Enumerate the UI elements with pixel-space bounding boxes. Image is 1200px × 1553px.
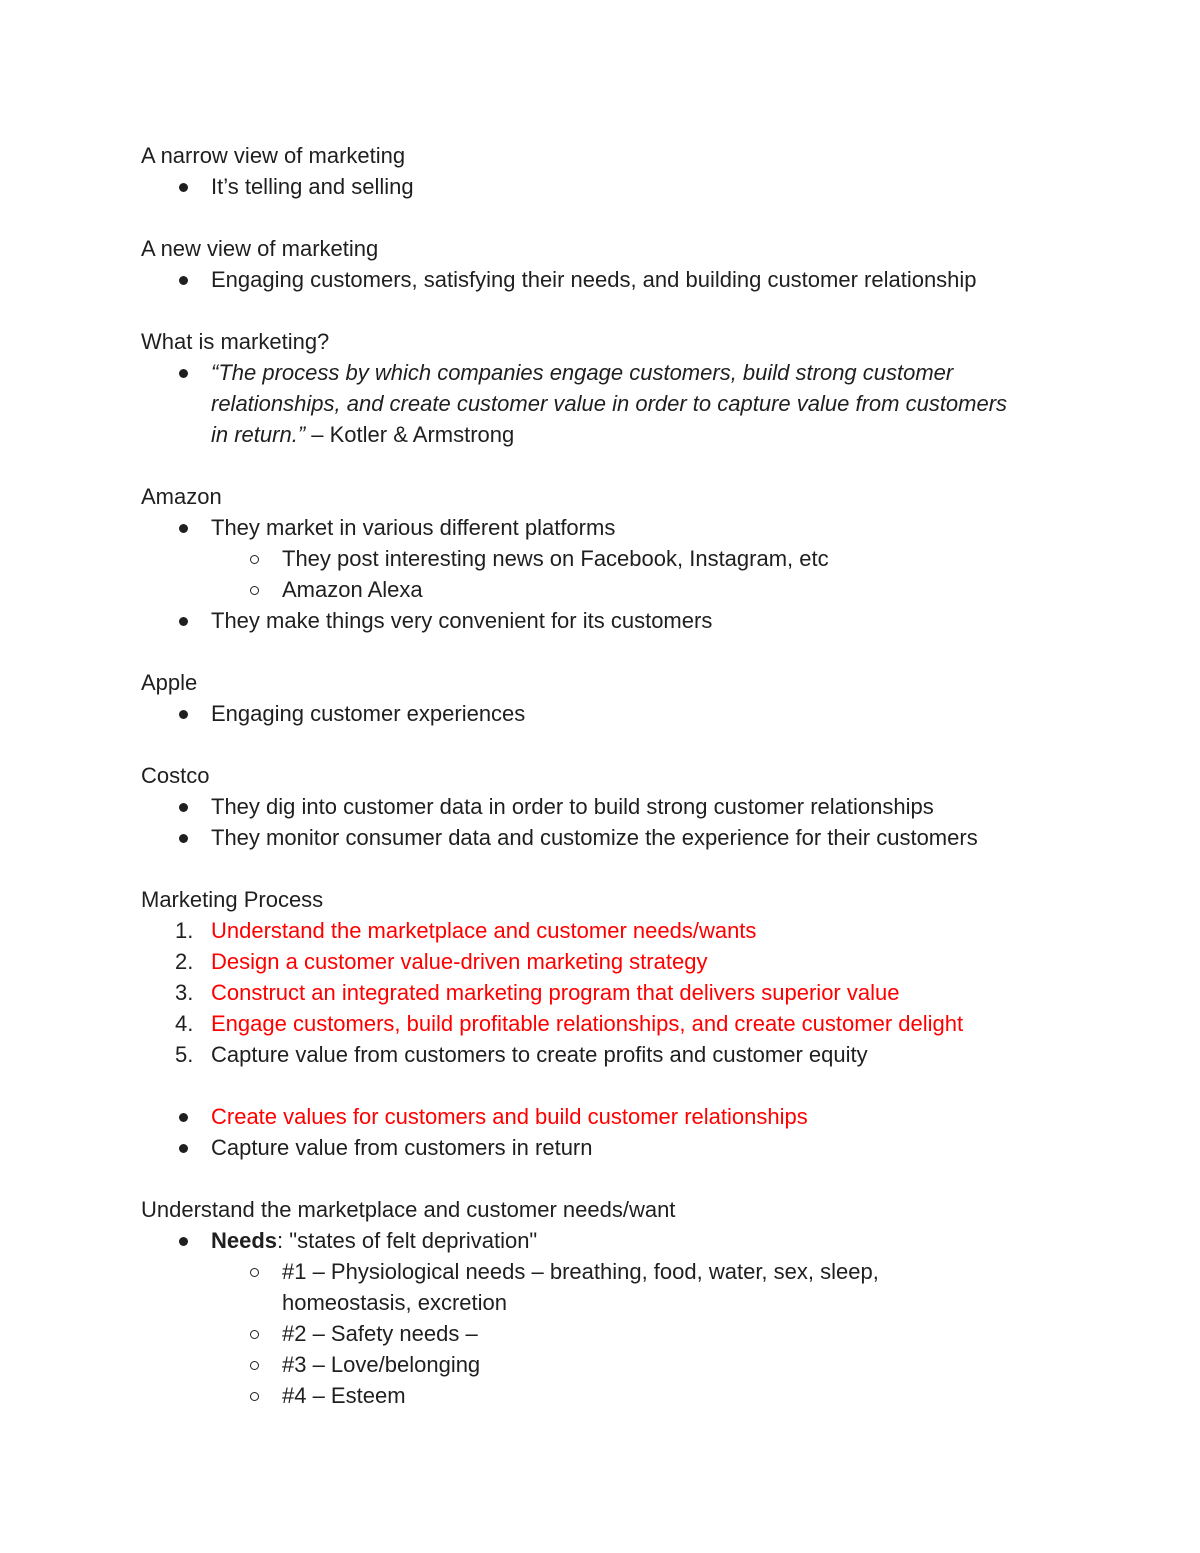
list-item bbox=[141, 171, 1101, 202]
sub-list-item bbox=[141, 574, 1101, 605]
sub-list-item bbox=[141, 1349, 1101, 1380]
list-item bbox=[141, 1132, 1101, 1163]
step-text: Design a customer value-driven marketing strategy bbox=[211, 949, 708, 974]
hollow-bullet-icon bbox=[250, 586, 259, 595]
hollow-bullet-icon bbox=[250, 555, 259, 564]
step-number: 4. bbox=[175, 1011, 194, 1036]
sub-list-item bbox=[141, 543, 1101, 574]
bullet-icon bbox=[179, 183, 188, 192]
list-item bbox=[141, 512, 1101, 605]
narrow-view-list bbox=[141, 171, 1101, 202]
bullet-icon bbox=[179, 803, 188, 812]
marketing-process-steps bbox=[141, 915, 1101, 1070]
heading-narrow-view: A narrow view of marketing bbox=[141, 143, 406, 168]
list-item-text: It’s telling and selling bbox=[211, 174, 414, 199]
definition-quote: “The process by which companies engage customers, build strong customer relationships, and create customer value in order to capture value from customers in return.” bbox=[211, 360, 1008, 447]
step-text: Capture value from customers to create profits and customer equity bbox=[211, 1042, 868, 1067]
bullet-icon bbox=[179, 710, 188, 719]
bullet-icon bbox=[179, 524, 188, 533]
list-item-text: They monitor consumer data and customize the experience for their customers bbox=[211, 825, 978, 850]
list-item bbox=[141, 357, 1101, 450]
bullet-icon bbox=[179, 834, 188, 843]
list-item bbox=[141, 1225, 1101, 1411]
step-number: 1. bbox=[175, 918, 194, 943]
apple-list bbox=[141, 698, 1101, 729]
sub-list-item-text: They post interesting news on Facebook, Instagram, etc bbox=[282, 546, 829, 571]
sub-list-item bbox=[141, 1380, 1101, 1411]
heading-apple: Apple bbox=[141, 670, 198, 695]
bullet-icon bbox=[179, 276, 188, 285]
heading-understand-marketplace: Understand the marketplace and customer needs/want bbox=[141, 1197, 676, 1222]
process-summary-list bbox=[141, 1101, 1101, 1163]
sub-list-item bbox=[141, 1318, 1101, 1349]
needs-definition: : "states of felt deprivation" bbox=[277, 1228, 538, 1253]
hollow-bullet-icon bbox=[250, 1268, 259, 1277]
list-item bbox=[141, 791, 1101, 822]
heading-amazon: Amazon bbox=[141, 484, 222, 509]
sub-list-item-text: #3 – Love/belonging bbox=[282, 1352, 481, 1377]
process-step bbox=[141, 915, 1101, 946]
process-step bbox=[141, 977, 1101, 1008]
needs-term: Needs bbox=[211, 1228, 278, 1253]
list-item-text: Engaging customer experiences bbox=[211, 701, 526, 726]
step-number: 3. bbox=[175, 980, 194, 1005]
definition-list bbox=[141, 357, 1101, 450]
list-item bbox=[141, 605, 1101, 636]
hollow-bullet-icon bbox=[250, 1361, 259, 1370]
step-text: Understand the marketplace and customer needs/wants bbox=[211, 918, 757, 943]
hollow-bullet-icon bbox=[250, 1392, 259, 1401]
document-page bbox=[141, 140, 1101, 1411]
list-item-text: They make things very convenient for its customers bbox=[211, 608, 713, 633]
list-item-text: They market in various different platforms bbox=[211, 515, 616, 540]
amazon-sublist bbox=[211, 543, 1101, 605]
list-item-text: Create values for customers and build customer relationships bbox=[211, 1104, 808, 1129]
sub-list-item-text: #4 – Esteem bbox=[282, 1383, 406, 1408]
list-item-text: Capture value from customers in return bbox=[211, 1135, 593, 1160]
step-number: 5. bbox=[175, 1042, 194, 1067]
list-item bbox=[141, 822, 1101, 853]
heading-new-view: A new view of marketing bbox=[141, 236, 379, 261]
list-item bbox=[141, 1101, 1101, 1132]
process-step bbox=[141, 1008, 1101, 1039]
bullet-icon bbox=[179, 1113, 188, 1122]
costco-list bbox=[141, 791, 1101, 853]
process-step bbox=[141, 946, 1101, 977]
list-item bbox=[141, 264, 1101, 295]
list-item-text: Engaging customers, satisfying their needs, and building customer relationship bbox=[211, 267, 977, 292]
sub-list-item bbox=[141, 1256, 1101, 1318]
sub-list-item-text: #2 – Safety needs – bbox=[282, 1321, 478, 1346]
list-item bbox=[141, 698, 1101, 729]
sub-list-item-text: Amazon Alexa bbox=[282, 577, 423, 602]
hollow-bullet-icon bbox=[250, 1330, 259, 1339]
heading-what-is-marketing: What is marketing? bbox=[141, 329, 330, 354]
new-view-list bbox=[141, 264, 1101, 295]
maslow-sublist bbox=[211, 1256, 1101, 1411]
needs-list bbox=[141, 1225, 1101, 1411]
process-step bbox=[141, 1039, 1101, 1070]
step-text: Construct an integrated marketing program that delivers superior value bbox=[211, 980, 900, 1005]
step-number: 2. bbox=[175, 949, 194, 974]
amazon-list bbox=[141, 512, 1101, 636]
bullet-icon bbox=[179, 369, 188, 378]
heading-marketing-process: Marketing Process bbox=[141, 887, 324, 912]
bullet-icon bbox=[179, 1144, 188, 1153]
step-text: Engage customers, build profitable relationships, and create customer delight bbox=[211, 1011, 964, 1036]
bullet-icon bbox=[179, 1237, 188, 1246]
sub-list-item-text: #1 – Physiological needs – breathing, food, water, sex, sleep, homeostasis, excretion bbox=[282, 1259, 879, 1315]
bullet-icon bbox=[179, 617, 188, 626]
definition-attribution: – Kotler & Armstrong bbox=[305, 422, 515, 447]
heading-costco: Costco bbox=[141, 763, 210, 788]
list-item-text: They dig into customer data in order to build strong customer relationships bbox=[211, 794, 934, 819]
